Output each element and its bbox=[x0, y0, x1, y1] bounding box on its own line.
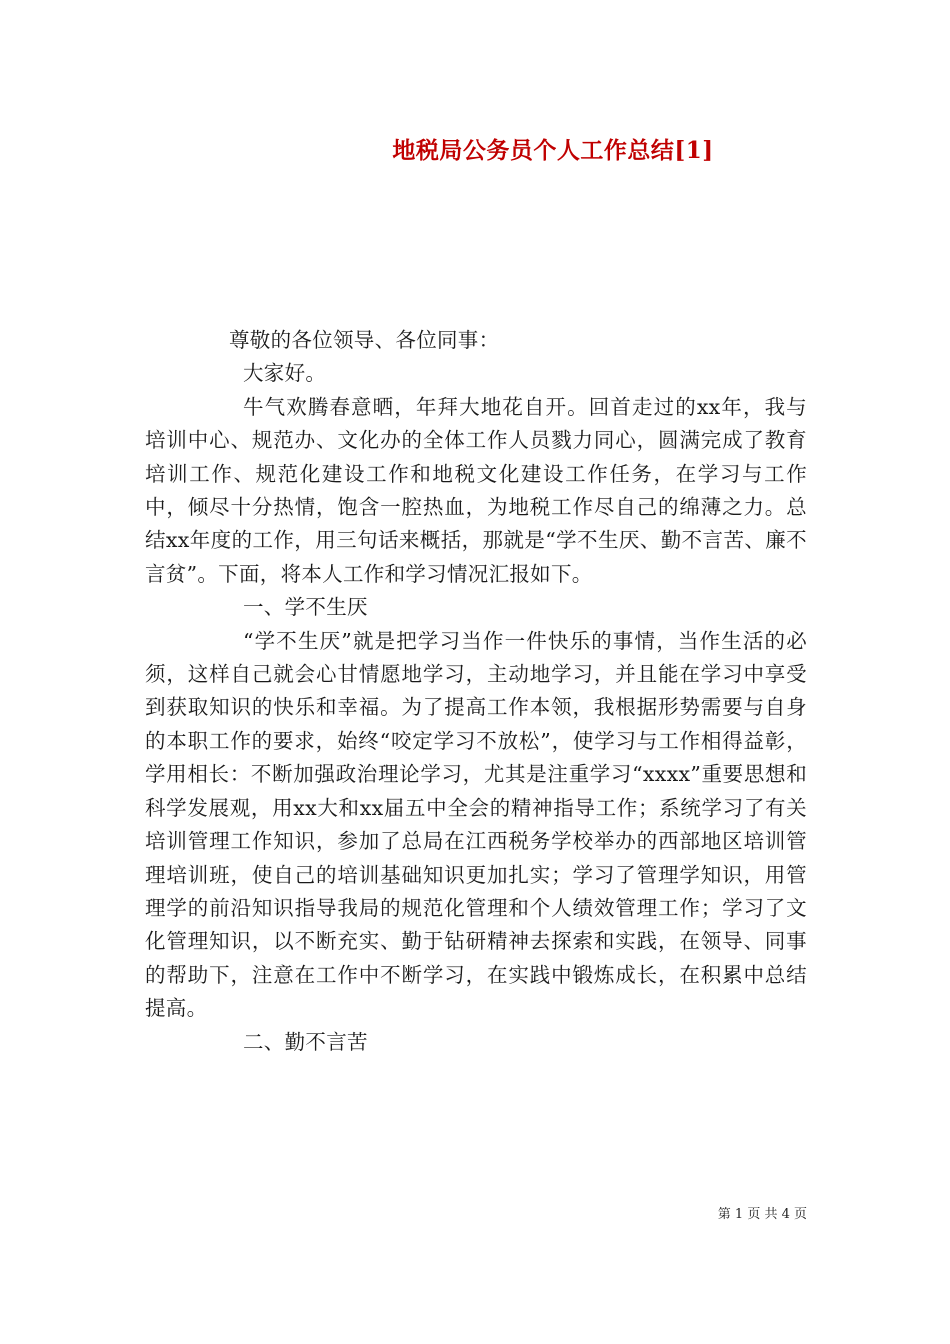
section-1-paragraph: “学不生厌”就是把学习当作一件快乐的事情，当作生活的必须，这样自己就会心甘情愿地学习，主动地学习，并且能在学习中享受到获取知识的快乐和幸福。为了提高工作本领，我根据形势需要与自身的本职工作的要求，始终“咬定学习不放松”，使学习与工作相得益彰，学用相长：不断加强政治理论学习，尤其是注重学习“xxxx”重要思想和科学发展观，用xx大和xx届五中全会的精神指导工作；系统学习了有关培训管理工作知识，参加了总局在江西税务学校举办的西部地区培训管理培训班，使自己的培训基础知识更加扎实；学习了管理学知识，用管理学的前沿知识指导我局的规范化管理和个人绩效管理工作；学习了文化管理知识，以不断充实、勤于钻研精神去探索和实践，在领导、同事的帮助下，注意在工作中不断学习，在实践中锻炼成长，在积累中总结提高。 bbox=[145, 628, 807, 1021]
section-2-heading: 二、勤不言苦 bbox=[243, 1029, 368, 1054]
intro-paragraph: 牛气欢腾春意晒，年拜大地花自开。回首走过的xx年，我与培训中心、规范办、文化办的全体工作人员戮力同心，圆满完成了教育培训工作、规范化建设工作和地税文化建设工作任务，在学习与工作中，倾尽十分热情，饱含一腔热血，为地税工作尽自己的绵薄之力。总结xx年度的工作，用三句话来概括，那就是“学不生厌、勤不言苦、廉不言贫”。下面，将本人工作和学习情况汇报如下。 bbox=[145, 394, 807, 586]
greeting: 大家好。 bbox=[243, 361, 327, 386]
document-body bbox=[145, 324, 807, 1059]
salutation: 尊敬的各位领导、各位同事： bbox=[229, 328, 500, 352]
page-number: 第 1 页 共 4 页 bbox=[717, 1207, 807, 1222]
section-1-heading: 一、学不生厌 bbox=[243, 595, 368, 620]
document-title: 地税局公务员个人工作总结[1] bbox=[392, 137, 714, 164]
